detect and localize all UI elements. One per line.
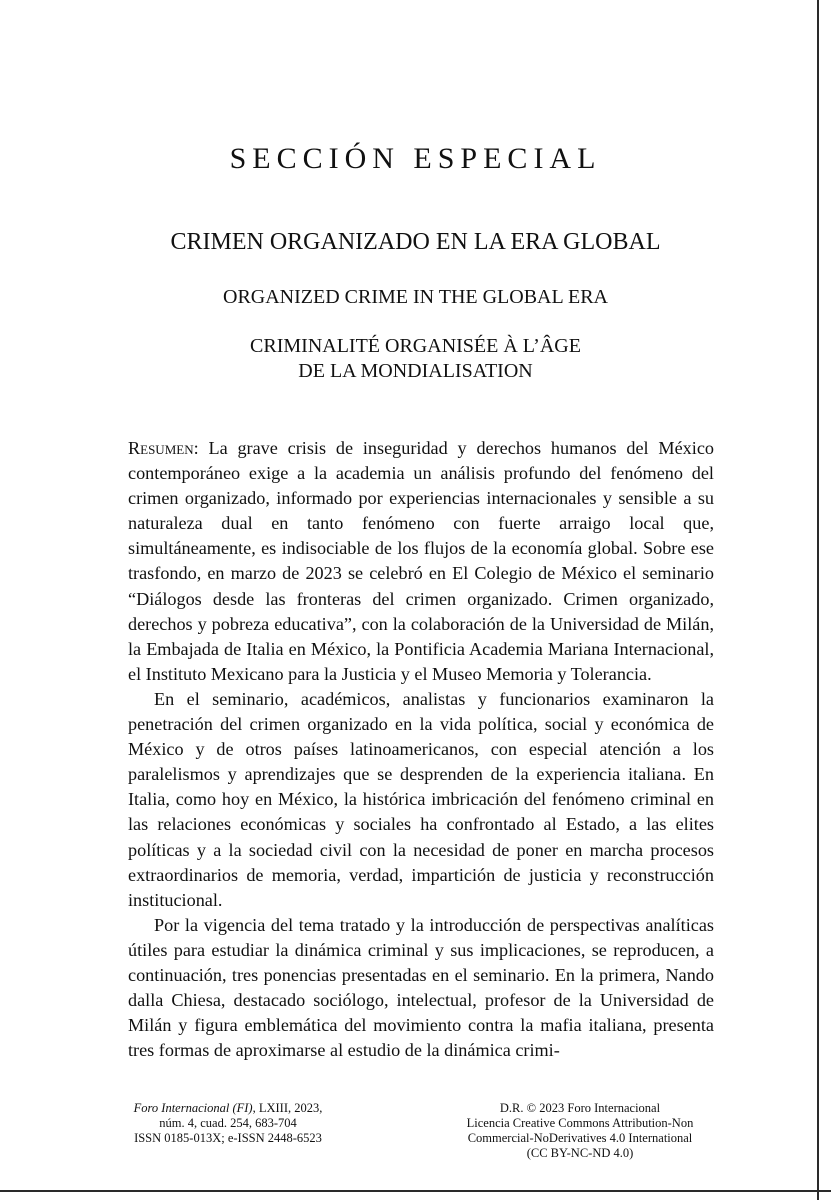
license-line-4: (CC BY-NC-ND 4.0) — [526, 1146, 634, 1160]
page-border-bottom — [0, 1190, 831, 1192]
citation-line-1 — [118, 1101, 338, 1116]
journal-name: Foro Internacional (FI) — [133, 1101, 253, 1115]
abstract-label: Resumen: — [128, 438, 199, 458]
title-spanish: CRIMEN ORGANIZADO EN LA ERA GLOBAL — [170, 229, 661, 255]
license-line-2: Licencia Creative Commons Attribution-Non — [466, 1116, 694, 1130]
citation-line-3: ISSN 0185-013X; e-ISSN 2448-6523 — [134, 1131, 322, 1145]
title-english: ORGANIZED CRIME IN THE GLOBAL ERA — [223, 286, 608, 308]
citation-line-2: núm. 4, cuad. 254, 683-704 — [159, 1116, 297, 1130]
journal-volume: , LXIII, 2023, — [252, 1101, 323, 1115]
license-line-3: Commercial-NoDerivatives 4.0 International — [467, 1131, 693, 1145]
title-french — [0, 334, 831, 384]
section-title: SECCIÓN ESPECIAL — [229, 142, 602, 175]
license-footer — [444, 1101, 716, 1161]
citation-footer — [118, 1101, 338, 1146]
title-french-line2: DE LA MONDIALISATION — [298, 360, 533, 382]
abstract-body — [128, 436, 714, 1063]
page-border-right — [817, 0, 819, 1200]
abstract-paragraph-1 — [128, 436, 714, 687]
license-line-1: D.R. © 2023 Foro Internacional — [499, 1101, 661, 1115]
abstract-paragraph-3: Por la vigencia del tema tratado y la introducción de perspectivas analíticas útiles para estudiar la dinámica criminal y sus implicaciones, se reproducen, a continuación, tres ponencias presentadas en el seminario. En la primera, Nando dalla Chiesa, destacado sociólogo, intelectual, profesor de la Universidad de Milán y figura emblemática del movimiento contra la mafia italiana, presenta tres formas de aproximarse al estudio de la dinámica crimi- — [128, 914, 714, 1061]
abstract-paragraph-1-text: La grave crisis de inseguridad y derechos humanos del México contemporáneo exige a la academia un análisis profundo del fenómeno del crimen organizado, informado por experiencias internacionales y sensible a su naturaleza dual en tanto fenómeno con fuerte arraigo local que, simultáneamente, es indisociable de los flujos de la economía global. Sobre ese trasfondo, en marzo de 2023 se celebró en El Colegio de México el seminario “Diálogos desde las fronteras del crimen organizado. Crimen organizado, derechos y pobreza educativa”, con la colaboración de la Universidad de Milán, la Embajada de Italia en México, la Pontificia Academia Mariana Internacional, el Instituto Mexicano para la Justicia y el Museo Memoria y Tolerancia. — [128, 438, 714, 684]
abstract-paragraph-2: En el seminario, académicos, analistas y funcionarios examinaron la penetración del crimen organizado en la vida política, social y económica de México y de otros países latinoamericanos, con especial atención a los paralelismos y aprendizajes que se desprenden de la experiencia italiana. En Italia, como hoy en México, la histórica imbricación del fenómeno criminal en las relaciones económicas y sociales ha confrontado al Estado, a las elites políticas y a la sociedad civil con la necesidad de poner en marcha procesos extraordinarios de memoria, verdad, impartición de justicia y reconstrucción institucional. — [128, 688, 714, 910]
title-french-line1: CRIMINALITÉ ORGANISÉE À L’ÂGE — [250, 335, 581, 357]
